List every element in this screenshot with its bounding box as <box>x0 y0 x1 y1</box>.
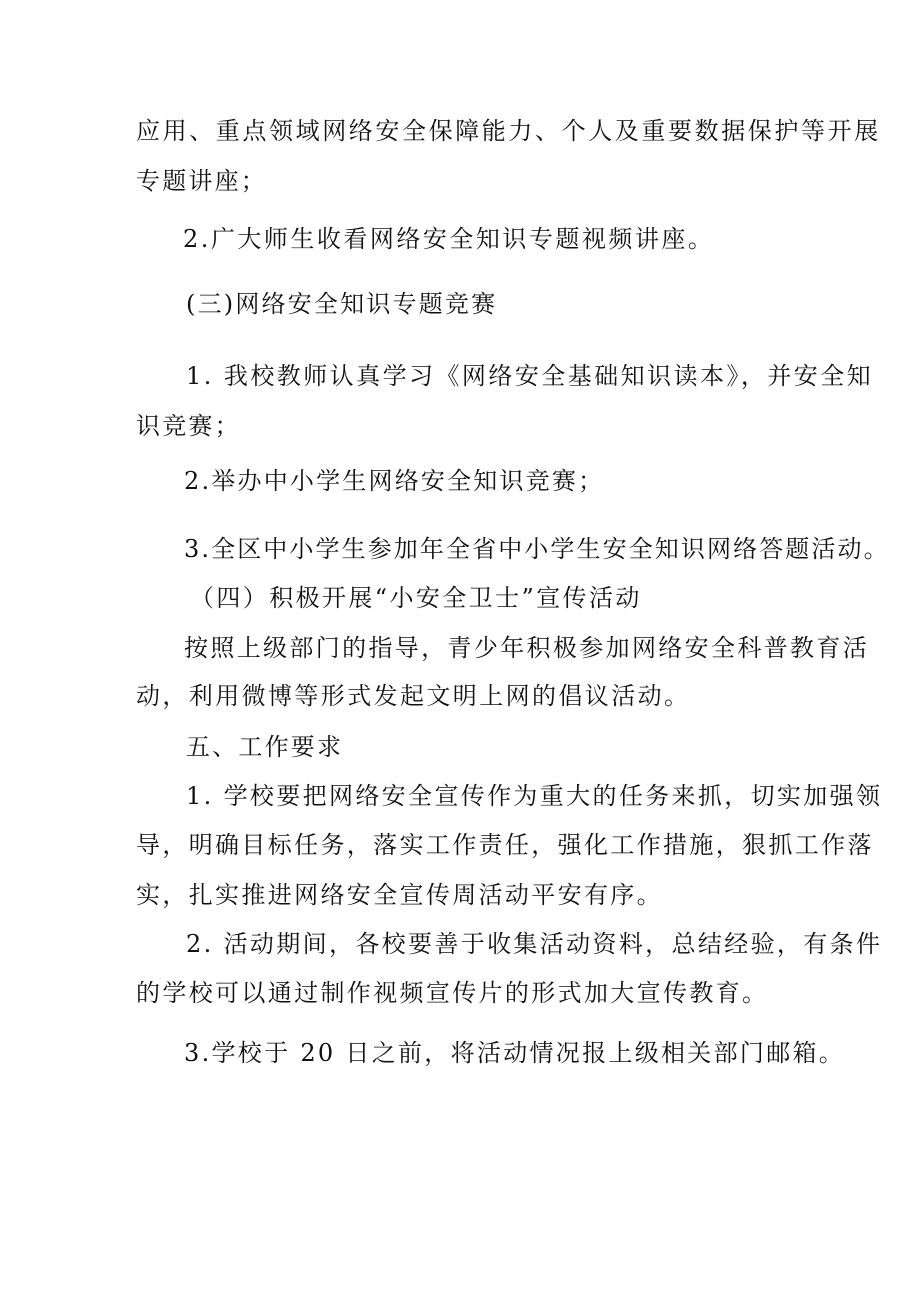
text-line-14: 导，明确目标任务，落实工作责任，强化工作措施，狠抓工作落 <box>136 831 874 859</box>
text-line-15: 实，扎实推进网络安全宣传周活动平安有序。 <box>136 881 663 909</box>
text-line-2: 专题讲座； <box>136 167 267 195</box>
text-line-16: 2. 活动期间，各校要善于收集活动资料，总结经验，有条件 <box>186 930 883 958</box>
text-line-18: 3.学校于 20 日之前，将活动情况报上级相关部门邮箱。 <box>184 1039 846 1067</box>
section-heading-contest: (三)网络安全知识专题竞赛 <box>186 290 498 318</box>
text-line-6: 识竞赛； <box>136 412 241 440</box>
section-heading-guardian: （四）积极开展“小安全卫士”宣传活动 <box>190 584 642 612</box>
text-line-1: 应用、重点领域网络安全保障能力、个人及重要数据保护等开展 <box>136 117 881 145</box>
text-line-3: 2.广大师生收看网络安全知识专题视频讲座。 <box>183 225 715 253</box>
text-line-7: 2.举办中小学生网络安全知识竞赛； <box>184 467 605 495</box>
section-heading-requirements: 五、工作要求 <box>186 733 344 761</box>
text-line-8: 3.全区中小学生参加年全省中小学生安全知识网络答题活动。 <box>184 535 890 563</box>
text-line-17: 的学校可以通过制作视频宣传片的形式加大宣传教育。 <box>136 979 769 1007</box>
text-line-13: 1. 学校要把网络安全宣传作为重大的任务来抓，切实加强领 <box>186 782 883 810</box>
text-line-5: 1. 我校教师认真学习《网络安全基础知识读本》，并安全知 <box>186 362 874 390</box>
text-line-10: 按照上级部门的指导，青少年积极参加网络安全科普教育活 <box>184 634 870 662</box>
text-line-11: 动，利用微博等形式发起文明上网的倡议活动。 <box>136 682 691 710</box>
